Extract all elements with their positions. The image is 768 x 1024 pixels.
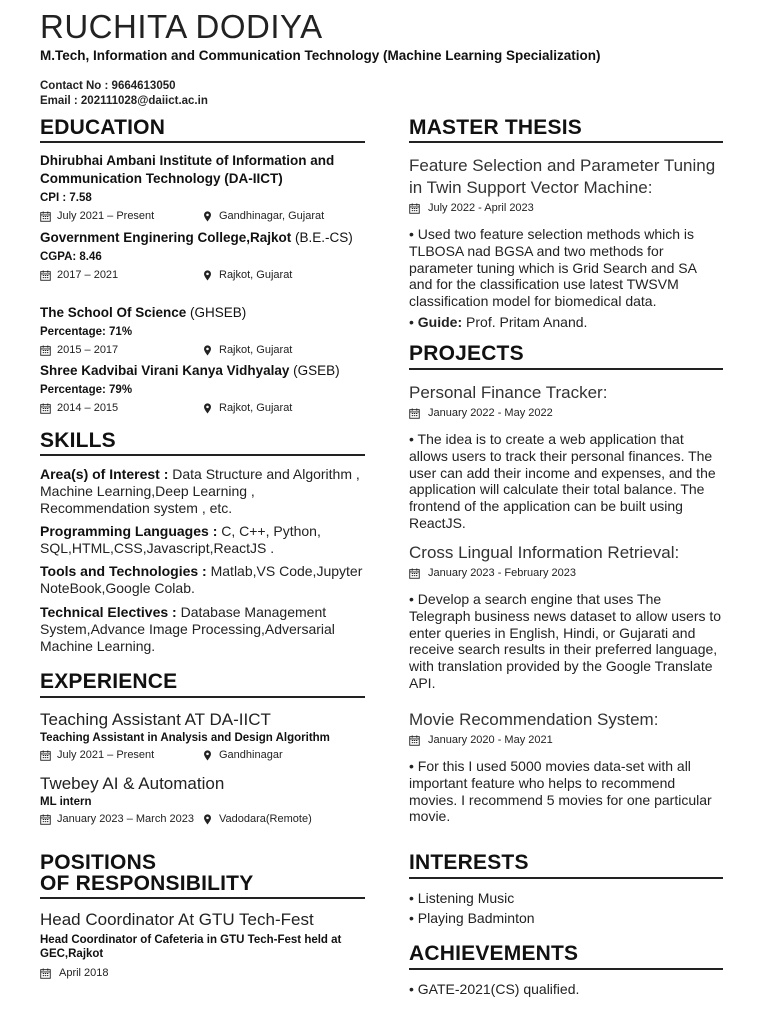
experience-role: Twebey AI & Automation	[40, 774, 225, 793]
degree-subtitle: M.Tech, Information and Communication Technology (Machine Learning Specialization)	[40, 48, 601, 63]
experience-subtitle: Teaching Assistant in Analysis and Design Algorithm	[40, 732, 330, 744]
education-item	[40, 229, 365, 283]
project-title: Personal Finance Tracker:	[409, 383, 608, 402]
education-meta	[40, 401, 365, 416]
education-date: July 2021 – Present	[57, 210, 155, 222]
interests-list	[409, 888, 723, 928]
interest-item: • Listening Music	[409, 890, 515, 906]
achievements-heading: ACHIEVEMENTS	[409, 942, 579, 965]
projects-heading: PROJECTS	[409, 342, 524, 365]
calendar-icon	[409, 735, 420, 746]
skill-item: Tools and Technologies : Matlab,VS Code,Jupyter NoteBook,Google Colab.	[40, 563, 363, 596]
skills-rule	[40, 454, 365, 456]
map-marker-icon	[202, 270, 213, 281]
experience-date: July 2021 – Present	[57, 749, 155, 761]
calendar-icon	[409, 408, 420, 419]
position-subtitle: Head Coordinator of Cafeteria in GTU Tech-Fest held at GEC,Rajkot	[40, 934, 342, 960]
calendar-icon	[40, 211, 51, 222]
position-meta	[40, 966, 365, 981]
project-title: Movie Recommendation System:	[409, 710, 659, 729]
interests-rule	[409, 877, 723, 879]
calendar-icon	[409, 203, 420, 214]
experience-subtitle: ML intern	[40, 796, 92, 808]
grade: Percentage: 71%	[40, 326, 133, 338]
calendar-icon	[409, 568, 420, 579]
calendar-icon	[40, 968, 51, 979]
contact-email: Email : 202111028@daiict.ac.in	[40, 95, 208, 107]
project-date-row	[409, 406, 723, 420]
project-title: Cross Lingual Information Retrieval:	[409, 543, 680, 562]
project-description: • For this I used 5000 movies data-set with all important feature who helps to recommend movies. I recommend 5 movies for one particular movie.	[409, 758, 712, 825]
project-description: • Develop a search engine that uses The Telegraph business news dataset to allow users to enter queries in English, Hindi, or Gujarati and receive search results in their preferred language, with translation provided by the Google Translate API.	[409, 591, 722, 691]
skill-item: Area(s) of Interest : Data Structure and Algorithm , Machine Learning,Deep Learning , Recommendation system , etc.	[40, 466, 360, 516]
experience-item	[40, 774, 365, 827]
thesis-item	[409, 155, 723, 331]
thesis-heading: MASTER THESIS	[409, 116, 582, 139]
map-marker-icon	[202, 211, 213, 222]
project-date-row	[409, 566, 723, 580]
education-date: 2017 – 2021	[57, 269, 119, 281]
education-meta	[40, 343, 365, 358]
education-item	[40, 362, 365, 416]
map-marker-icon	[202, 750, 213, 761]
contact-block	[40, 79, 208, 109]
education-item	[40, 304, 365, 358]
institution-name: The School Of Science (GHSEB)	[40, 305, 247, 320]
interest-item: • Playing Badminton	[409, 910, 535, 926]
map-marker-icon	[202, 403, 213, 414]
education-rule	[40, 141, 365, 143]
institution-name: Shree Kadvibai Virani Kanya Vidhyalay (GSEB)	[40, 363, 340, 378]
project-item	[409, 382, 723, 532]
experience-rule	[40, 696, 365, 698]
positions-rule	[40, 897, 365, 899]
skill-item: Technical Electives : Database Management System,Advance Image Processing,Adversarial Machine Learning.	[40, 604, 335, 654]
map-marker-icon	[202, 814, 213, 825]
calendar-icon	[40, 270, 51, 281]
education-meta	[40, 209, 365, 224]
education-item	[40, 152, 365, 224]
education-date: 2014 – 2015	[57, 402, 119, 414]
thesis-description: • Used two feature selection methods which is TLBOSA nad BGSA and two methods for parameter tuning which is Grid Search and SA and for the classification use latest TWSVM classification model for biomedical data.	[409, 226, 697, 310]
project-date: January 2022 - May 2022	[428, 407, 553, 419]
education-meta	[40, 268, 365, 283]
project-description: • The idea is to create a web application that allows users to track their personal finances. The user can add their income and expenses, and the application will calculate their total balance. The frontend of the application can be built using ReactJS.	[409, 431, 716, 531]
experience-place: Vadodara(Remote)	[219, 813, 312, 825]
education-date: 2015 – 2017	[57, 344, 119, 356]
project-date-row	[409, 733, 723, 747]
experience-meta	[40, 748, 365, 763]
project-item	[409, 542, 723, 692]
institution-name: Government Enginering College,Rajkot (B.E.-CS)	[40, 230, 353, 245]
grade: CPI : 7.58	[40, 192, 92, 204]
grade: CGPA: 8.46	[40, 251, 102, 263]
skill-item: Programming Languages : C, C++, Python, SQL,HTML,CSS,Javascript,ReactJS .	[40, 523, 321, 556]
thesis-title: Feature Selection and Parameter Tuning in Twin Support Vector Machine:	[409, 156, 716, 197]
calendar-icon	[40, 814, 51, 825]
project-date: January 2020 - May 2021	[428, 734, 553, 746]
position-role: Head Coordinator At GTU Tech-Fest	[40, 910, 314, 929]
experience-heading: EXPERIENCE	[40, 670, 178, 693]
education-heading: EDUCATION	[40, 116, 166, 139]
position-date: April 2018	[59, 967, 109, 979]
thesis-date: July 2022 - April 2023	[428, 202, 534, 214]
education-place: Rajkot, Gujarat	[219, 269, 293, 281]
education-place: Rajkot, Gujarat	[219, 344, 293, 356]
achievement-item: • GATE-2021(CS) qualified.	[409, 981, 580, 997]
skills-heading: SKILLS	[40, 429, 116, 452]
map-marker-icon	[202, 345, 213, 356]
project-item	[409, 709, 723, 825]
resume-name: RUCHITA DODIYA	[40, 8, 323, 45]
contact-number: Contact No : 9664613050	[40, 80, 176, 92]
calendar-icon	[40, 345, 51, 356]
position-item	[40, 910, 365, 981]
interests-heading: INTERESTS	[409, 851, 529, 874]
experience-item	[40, 710, 365, 763]
experience-place: Gandhinagar	[219, 749, 283, 761]
education-place: Rajkot, Gujarat	[219, 402, 293, 414]
thesis-date-row	[409, 201, 723, 215]
education-place: Gandhinagar, Gujarat	[219, 210, 325, 222]
achievements-list	[409, 979, 723, 999]
grade: Percentage: 79%	[40, 384, 133, 396]
experience-meta	[40, 812, 365, 827]
project-date: January 2023 - February 2023	[428, 567, 576, 579]
institution-name: Dhirubhai Ambani Institute of Information and Communication Technology (DA-IICT)	[40, 153, 335, 186]
positions-heading: POSITIONS OF RESPONSIBILITY	[40, 851, 254, 895]
experience-date: January 2023 – March 2023	[57, 813, 194, 825]
calendar-icon	[40, 750, 51, 761]
projects-rule	[409, 368, 723, 370]
thesis-rule	[409, 141, 723, 143]
achievements-rule	[409, 968, 723, 970]
thesis-guide: • Guide: Prof. Pritam Anand.	[409, 313, 588, 330]
experience-role: Teaching Assistant AT DA-IICT	[40, 710, 271, 729]
calendar-icon	[40, 403, 51, 414]
